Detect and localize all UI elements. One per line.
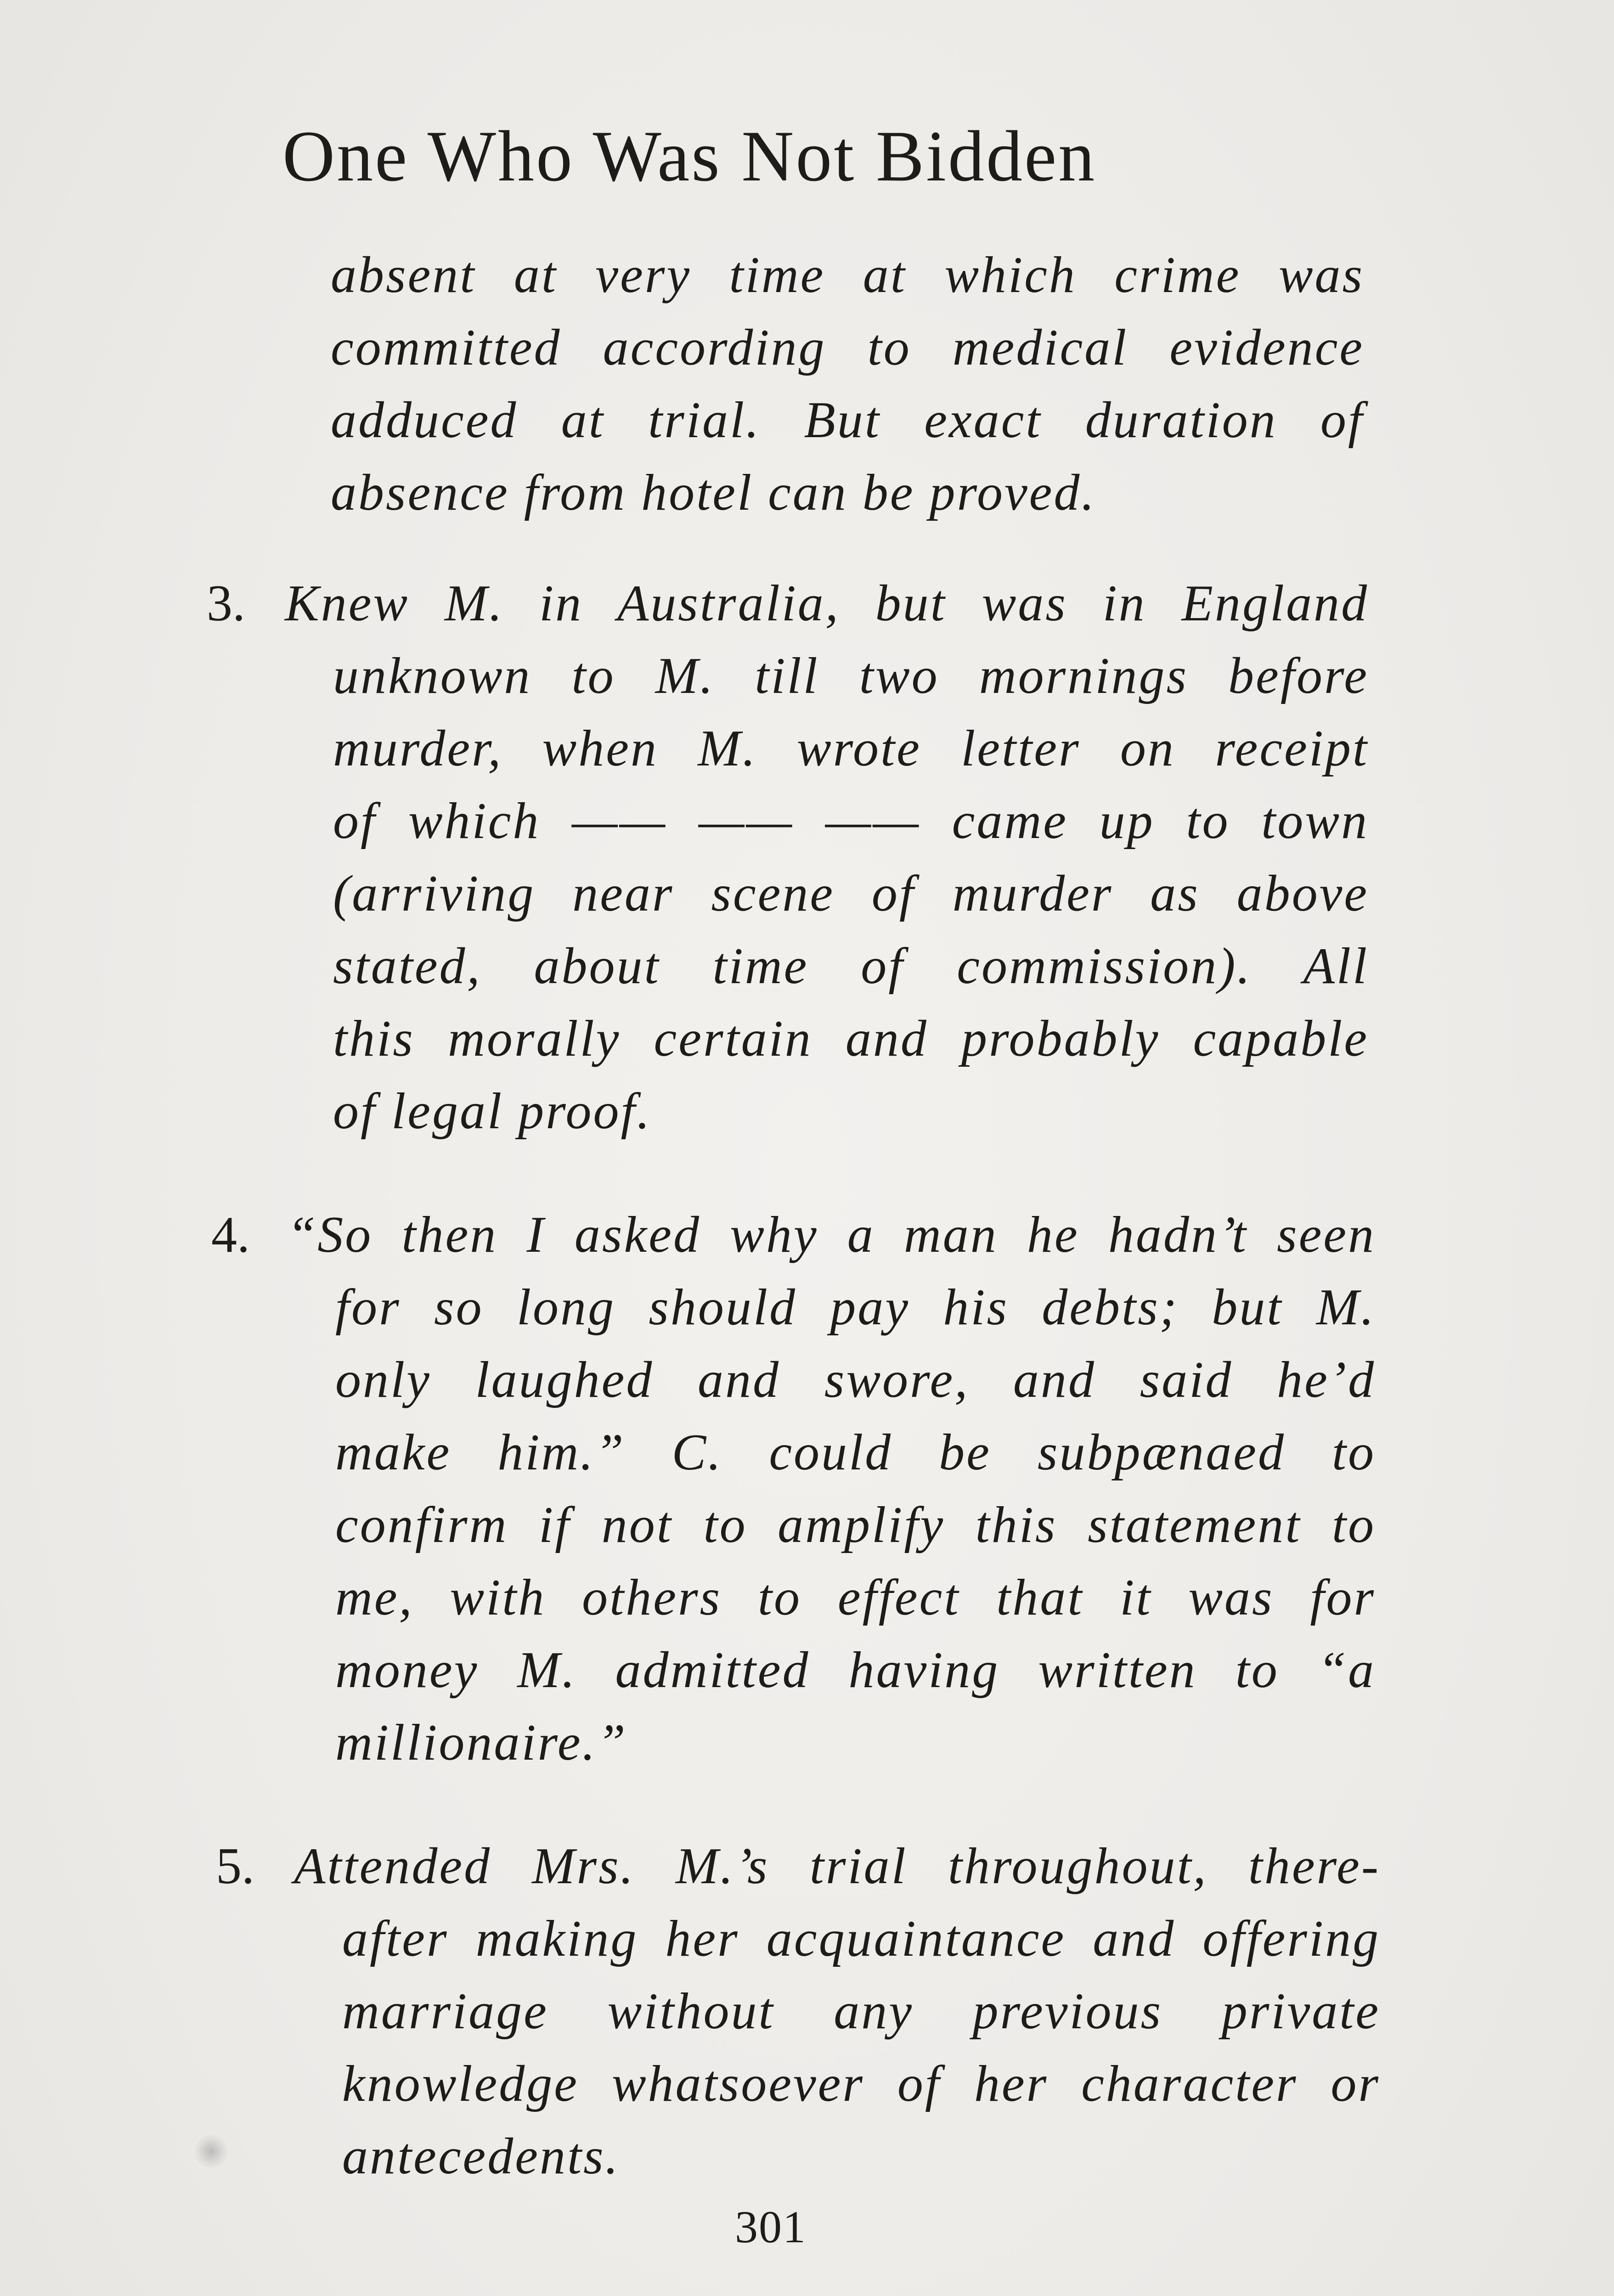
text-line: make him.” C. could be subpænaed to — [335, 1424, 1376, 1481]
text-line: murder, when M. wrote letter on receipt — [333, 720, 1369, 777]
text-line: Knew M. in Australia, but was in England — [285, 575, 1369, 632]
text-line: after making her acquaintance and offering — [342, 1910, 1380, 1967]
item-number: 5. — [216, 1838, 254, 1895]
text-line: knowledge whatsoever of her character or — [342, 2055, 1380, 2112]
text-line: stated, about time of commission). All — [333, 938, 1369, 995]
text-line: me, with others to effect that it was for — [335, 1569, 1376, 1626]
text-line: “So then I asked why a man he hadn’t seen — [287, 1206, 1376, 1263]
text-line: unknown to M. till two mornings before — [333, 647, 1369, 704]
page-number: 301 — [735, 2201, 807, 2252]
text-line: for so long should pay his debts; but M. — [335, 1279, 1376, 1336]
text-line: of legal proof. — [333, 1083, 652, 1140]
text-line: marriage without any previous private — [342, 1983, 1380, 2040]
text-line: of which —— —— —— came up to town — [333, 793, 1369, 850]
text-line: only laughed and swore, and said he’d — [335, 1351, 1376, 1408]
text-line: absence from hotel can be proved. — [331, 464, 1096, 521]
text-line: Attended Mrs. M.’s trial throughout, there- — [294, 1838, 1380, 1895]
text-line: this morally certain and probably capable — [333, 1010, 1369, 1067]
text-line: antecedents. — [342, 2128, 620, 2185]
ink-smudge — [195, 2135, 227, 2167]
item-number: 3. — [207, 575, 245, 632]
text-line: millionaire.” — [335, 1714, 627, 1771]
text-line: money M. admitted having written to “a — [335, 1642, 1376, 1699]
text-line: confirm if not to amplify this statement to — [335, 1497, 1376, 1553]
item-number: 4. — [211, 1206, 250, 1263]
running-head: One Who Was Not Bidden — [282, 116, 1097, 197]
text-line: adduced at trial. But exact duration of — [331, 392, 1364, 449]
text-line: (arriving near scene of murder as above — [333, 865, 1369, 922]
text-line: absent at very time at which crime was — [331, 247, 1364, 304]
text-line: committed according to medical evidence — [331, 319, 1364, 376]
